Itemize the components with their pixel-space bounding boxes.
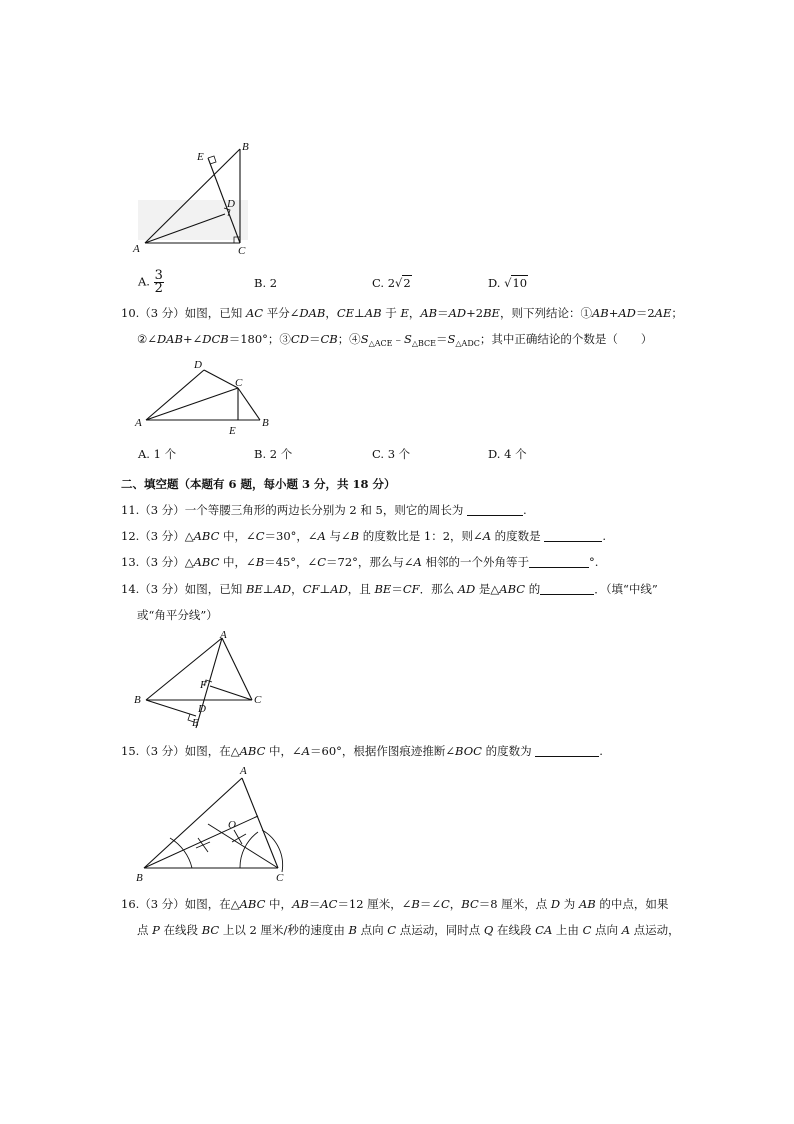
q9-option-a-numerator: 3 (154, 268, 163, 283)
q15-var: BOC (455, 744, 482, 758)
q14-label-c: C (254, 694, 262, 706)
q16-text: 中， (265, 897, 293, 911)
q14-var: CF (302, 582, 320, 596)
q16-line2 (137, 922, 680, 938)
q10-text: （3 分）如图，已知 (139, 306, 246, 320)
q16-var: B (348, 923, 357, 937)
q10-segment-ad (146, 370, 204, 420)
q13-line (121, 554, 598, 570)
q16-line1 (121, 896, 668, 912)
q9-option-c-coef: 2 (387, 276, 396, 290)
q12-end: . (602, 529, 606, 543)
q15-end: . (599, 744, 603, 758)
q11-answer-blank[interactable] (467, 503, 523, 516)
q16-text: 点运动， (630, 923, 680, 937)
q14-var: AD (457, 582, 476, 596)
q11-end: . (523, 503, 527, 517)
q9-label-c: C (238, 245, 246, 257)
q14-label-d: D (198, 703, 206, 715)
q11-number: 11. (121, 503, 140, 517)
q10-text: ＝ (436, 332, 448, 346)
q10-label-b: B (262, 417, 269, 429)
q15-segment-ac (242, 778, 278, 868)
q11-line (121, 502, 527, 518)
q10-subscript: △BCE (411, 339, 436, 348)
q16-text: ＝∠ (419, 897, 441, 911)
q16-text: ， (449, 897, 462, 911)
q10-label-c: C (235, 377, 243, 389)
q9-option-c[interactable] (372, 276, 412, 290)
q9-label-d: D (227, 198, 235, 210)
q16-var: P (152, 923, 160, 937)
q10-option-d-letter: D. (488, 447, 501, 461)
q9-option-c-sqrt-icon: √ (395, 276, 403, 290)
q13-text: 中，∠ (219, 555, 256, 569)
q10-var: AB (420, 306, 438, 320)
q16-text: 在线段 (159, 923, 202, 937)
q14-label-f: F (200, 679, 207, 691)
q10-text: +2 (466, 306, 484, 320)
q9-option-a-denominator: 2 (154, 281, 163, 296)
q14-var: AD (330, 582, 348, 596)
q16-text: （3 分）如图，在△ (139, 897, 240, 911)
q14-text: ⊥ (262, 582, 274, 596)
q16-var: CA (535, 923, 553, 937)
q14-label-e: E (192, 717, 199, 729)
q14-answer-blank[interactable] (540, 582, 594, 595)
q12-var: A (317, 529, 326, 543)
q16-number: 16. (121, 897, 140, 911)
q15-label-a: A (240, 765, 247, 777)
q11-text: （3 分）一个等腰三角形的两边长分别为 2 和 5，则它的周长为 (139, 503, 464, 517)
q10-segment-cb (238, 388, 260, 420)
q14-label-a: A (220, 629, 227, 641)
q10-var: S (447, 332, 456, 346)
q10-number: 10. (121, 306, 140, 320)
q10-var: CB (320, 332, 338, 346)
q9-option-b-value: 2 (269, 276, 278, 290)
q13-text: 相邻的一个外角等于 (421, 555, 529, 569)
q16-text: 点向 (356, 923, 388, 937)
q12-var: ABC (193, 529, 220, 543)
q10-var: AD (618, 306, 636, 320)
q10-segment-dc (204, 370, 238, 388)
q10-option-c-letter: C. (372, 447, 385, 461)
q10-subscript: △ACE (368, 339, 393, 348)
q12-text: ＝30°，∠ (264, 529, 318, 543)
q10-line1 (121, 305, 683, 321)
q12-var: A (482, 529, 492, 543)
q16-text: 点运动，同时点 (396, 923, 484, 937)
q10-text: ，则下列结论：① (499, 306, 592, 320)
q10-option-d-value: 4 个 (504, 447, 527, 461)
q15-text: 的度数为 (481, 744, 532, 758)
q16-text: 点向 (591, 923, 622, 937)
q13-text: （3 分）△ (139, 555, 194, 569)
q10-text: + (608, 306, 619, 320)
q10-text: ⊥ (354, 306, 365, 320)
q10-var: S (403, 332, 412, 346)
q14-var: BE (374, 582, 392, 596)
q10-text: ； (671, 306, 683, 320)
q16-text: ＝ (308, 897, 321, 911)
q9-option-a-letter: A. (138, 274, 150, 289)
q9-option-d-radicand: 10 (512, 276, 528, 290)
q13-answer-blank[interactable] (529, 555, 589, 568)
q15-arc-b (170, 838, 192, 868)
q10-var: AE (654, 306, 672, 320)
q13-var: ABC (193, 555, 220, 569)
q15-var: ABC (239, 744, 266, 758)
q16-text: 上以 2 厘米/秒的速度由 (219, 923, 349, 937)
q12-var: C (255, 529, 265, 543)
q10-text: ＝2 (635, 306, 655, 320)
q15-label-b: B (136, 872, 143, 884)
q15-label-c: C (276, 872, 284, 884)
q16-text: 的中点，如果 (595, 897, 669, 911)
q16-var: C (582, 923, 592, 937)
q10-var: DAB (299, 306, 326, 320)
q10-segment-ac (146, 388, 238, 420)
q10-text: ＝180°；③ (228, 332, 291, 346)
q14-text: （3 分）如图，已知 (139, 582, 246, 596)
q12-number: 12. (121, 529, 140, 543)
q14-text: ， (291, 582, 303, 596)
q14-text: ，且 (347, 582, 375, 596)
q9-option-d-sqrt-icon: √ (504, 276, 512, 290)
q16-var: BC (201, 923, 220, 937)
q16-var: AB (578, 897, 596, 911)
q10-option-b-value: 2 个 (269, 447, 293, 461)
q10-option-a-value: 1 个 (153, 447, 177, 461)
q16-var: AC (320, 897, 338, 911)
q12-answer-blank[interactable] (544, 529, 602, 542)
q10-var: AD (448, 306, 467, 320)
q10-option-a[interactable] (138, 446, 176, 462)
q10-option-c[interactable] (372, 446, 410, 462)
q10-var: AB (591, 306, 609, 320)
q12-text: 中，∠ (219, 529, 256, 543)
q14-line2: 或“角平分线”） (137, 608, 218, 622)
q10-figure (132, 356, 272, 438)
q14-var: AD (273, 582, 292, 596)
q9-option-c-letter: C. (372, 276, 385, 290)
q10-text: ， (325, 306, 337, 320)
q12-var: B (350, 529, 360, 543)
q10-subscript: △ADC (455, 339, 480, 348)
q15-bisector-c (208, 824, 278, 868)
q9-label-b: B (242, 141, 249, 153)
q13-var: B (255, 555, 265, 569)
q10-text: ＝ (308, 332, 321, 346)
q16-text: 点 (137, 923, 153, 937)
q9-option-b-letter: B. (254, 276, 267, 290)
q10-text: ②∠ (137, 332, 157, 346)
q10-option-a-letter: A. (138, 447, 150, 461)
q12-text: 的度数是 (491, 529, 541, 543)
q16-var: BC (461, 897, 479, 911)
q15-var: A (301, 744, 311, 758)
q14-number: 14. (121, 582, 140, 596)
q14-segment-ac (222, 638, 252, 700)
q14-figure (130, 628, 270, 738)
q9-figure (130, 140, 260, 260)
q15-text: ＝60°，根据作图痕迹推断∠ (310, 744, 456, 758)
q16-var: A (621, 923, 630, 937)
section-2-title: 二、填空题（本题有 6 题，每小题 3 分，共 18 分） (121, 477, 396, 491)
q9-option-a-fraction (154, 270, 164, 295)
q10-var: BE (483, 306, 500, 320)
q10-label-a: A (135, 417, 142, 429)
q16-var: Q (483, 923, 494, 937)
q15-label-o: O (228, 819, 236, 831)
q10-var: CD (290, 332, 309, 346)
q10-var: AB (364, 306, 382, 320)
q10-var: E (400, 306, 409, 320)
q14-text: ＝ (391, 582, 403, 596)
q14-line1 (121, 581, 658, 597)
q10-option-b-letter: B. (254, 447, 267, 461)
q9-option-d-letter: D. (488, 276, 501, 290)
q13-text: ＝72°，那么与∠ (326, 555, 414, 569)
q10-option-b[interactable] (254, 446, 292, 462)
q10-var: AC (245, 306, 264, 320)
q10-label-e: E (229, 425, 236, 437)
q14-text: 的 (525, 582, 541, 596)
q14-var: CF (402, 582, 420, 596)
q12-text: 的度数比是 1：2，则∠ (359, 529, 483, 543)
q16-var: AB (292, 897, 309, 911)
q14-text: ⊥ (319, 582, 331, 596)
q15-line (121, 743, 603, 759)
q10-line2 (137, 331, 652, 352)
q9-option-c-radicand: 2 (403, 276, 411, 290)
q9-label-a: A (133, 243, 140, 255)
q13-var: C (317, 555, 326, 569)
q16-text: ＝8 厘米，点 (478, 897, 551, 911)
q10-text: ；④ (337, 332, 361, 346)
q10-text: ， (408, 306, 421, 320)
q10-text: 于 (381, 306, 401, 320)
q10-text: +∠ (182, 332, 203, 346)
q16-text: 上由 (552, 923, 583, 937)
q15-number: 15. (121, 744, 140, 758)
q14-text: ．那么 (419, 582, 458, 596)
q16-var: B (411, 897, 420, 911)
q16-text: 为 (560, 897, 579, 911)
q10-var: CE (336, 306, 355, 320)
q14-text: ．（填“中线” (594, 582, 658, 596)
q10-option-c-value: 3 个 (387, 447, 411, 461)
q12-line (121, 528, 606, 544)
q13-number: 13. (121, 555, 140, 569)
q15-text: （3 分）如图，在△ (139, 744, 240, 758)
q12-text: 与∠ (325, 529, 351, 543)
q16-text: ＝12 厘米，∠ (337, 897, 412, 911)
q10-text: ＝ (437, 306, 449, 320)
q16-var: D (550, 897, 561, 911)
q12-text: （3 分）△ (139, 529, 194, 543)
q13-text: ＝45°，∠ (264, 555, 318, 569)
q16-var: ABC (239, 897, 266, 911)
q10-text: ；其中正确结论的个数是（ ） (479, 332, 653, 346)
q14-var: ABC (499, 582, 526, 596)
q14-label-b: B (134, 694, 141, 706)
q10-var: DAB (156, 332, 183, 346)
q9-option-b[interactable] (254, 276, 277, 290)
q15-cross-mark-1 (196, 838, 210, 852)
q15-cross-mark-2 (232, 830, 246, 844)
q9-option-a[interactable] (138, 270, 164, 295)
q14-segment-be (146, 700, 196, 716)
q16-text: 在线段 (493, 923, 536, 937)
q9-option-d[interactable] (488, 276, 528, 290)
q10-label-d: D (194, 359, 202, 371)
q10-text: 平分∠ (263, 306, 300, 320)
q10-text: ﹣ (392, 332, 404, 346)
q10-option-d[interactable] (488, 446, 527, 462)
q13-var: A (413, 555, 422, 569)
q16-var: C (387, 923, 397, 937)
q10-var: S (360, 332, 369, 346)
q16-var: C (440, 897, 450, 911)
q14-segment-ab (146, 638, 222, 700)
q14-var: BE (245, 582, 263, 596)
q9-label-e: E (197, 151, 204, 163)
q13-end: °. (589, 555, 599, 569)
q15-figure (130, 760, 300, 885)
q15-text: 中，∠ (265, 744, 302, 758)
q14-text: 是△ (475, 582, 500, 596)
q10-var: DCB (202, 332, 229, 346)
q15-answer-blank[interactable] (535, 744, 599, 757)
